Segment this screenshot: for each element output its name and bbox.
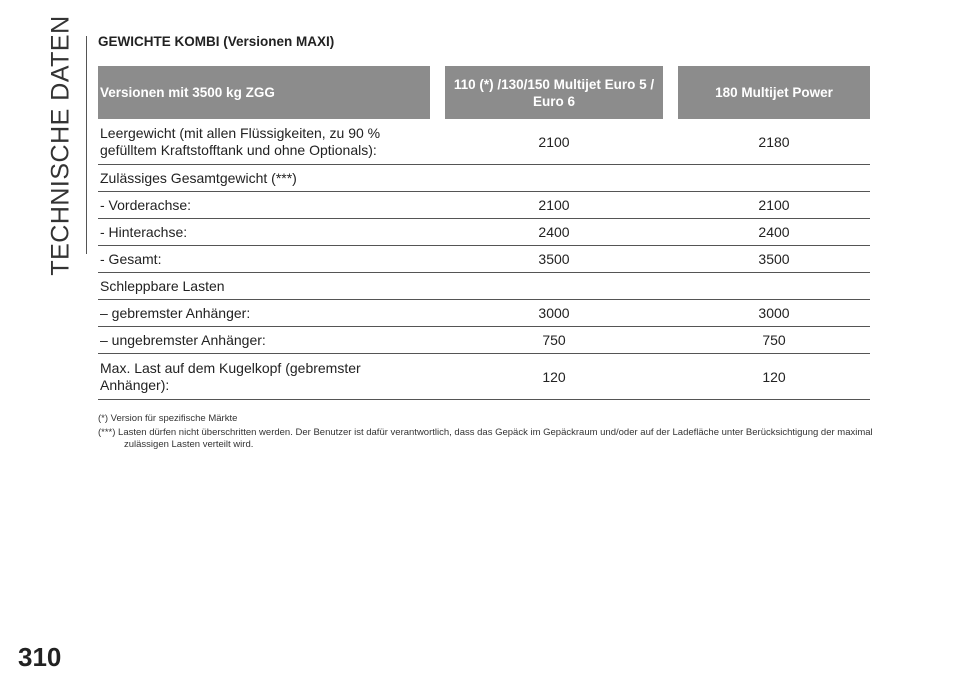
footnote-1: (*) Version für spezifische Märkte bbox=[98, 413, 238, 424]
page-number: 310 bbox=[18, 642, 62, 672]
weights-table bbox=[98, 66, 870, 400]
row-label: – gebremster Anhänger: bbox=[100, 304, 251, 321]
footnotes bbox=[98, 413, 898, 453]
row-value-2: 3000 bbox=[758, 305, 790, 321]
table-row bbox=[98, 300, 870, 327]
row-value-1: 2100 bbox=[538, 197, 570, 213]
header-versions: Versionen mit 3500 kg ZGG bbox=[98, 66, 430, 119]
table-row bbox=[98, 246, 870, 273]
row-value-1: 750 bbox=[542, 332, 566, 348]
row-value-1: 2400 bbox=[538, 224, 570, 240]
row-label: Zulässiges Gesamtgewicht (***) bbox=[100, 169, 297, 186]
row-value-1: 3500 bbox=[538, 251, 570, 267]
row-label: - Hinterachse: bbox=[100, 223, 188, 240]
row-value-1: 2100 bbox=[538, 133, 570, 150]
row-value-1: 3000 bbox=[538, 305, 570, 321]
row-value-2: 2100 bbox=[758, 197, 790, 213]
row-value-2: 3500 bbox=[758, 251, 790, 267]
table-row bbox=[98, 273, 870, 300]
table-row bbox=[98, 219, 870, 246]
header-multijet-180: 180 Multijet Power bbox=[678, 66, 870, 119]
table-row bbox=[98, 165, 870, 192]
row-label: - Vorderachse: bbox=[100, 196, 192, 213]
row-value-2: 120 bbox=[762, 368, 786, 385]
row-label: – ungebremster Anhänger: bbox=[100, 331, 266, 348]
section-title: GEWICHTE KOMBI (Versionen MAXI) bbox=[98, 34, 335, 49]
chapter-title-text: TECHNISCHE DATEN bbox=[46, 14, 75, 276]
header-gap bbox=[430, 66, 445, 119]
table-row bbox=[98, 327, 870, 354]
row-value-2: 2180 bbox=[758, 133, 790, 150]
row-label: - Gesamt: bbox=[100, 250, 162, 267]
table-row bbox=[98, 354, 870, 400]
row-value-1: 120 bbox=[542, 368, 566, 385]
row-label: Max. Last auf dem Kugelkopf (gebremster Anhänger): bbox=[100, 359, 361, 393]
table-row bbox=[98, 119, 870, 165]
row-value-2: 2400 bbox=[758, 224, 790, 240]
header-multijet-110-150: 110 (*) /130/150 Multijet Euro 5 / Euro 6 bbox=[445, 66, 663, 119]
row-label: Schleppbare Lasten bbox=[100, 277, 225, 294]
header-gap bbox=[663, 66, 678, 119]
chapter-divider bbox=[86, 36, 87, 254]
chapter-title bbox=[44, 14, 78, 276]
table-header bbox=[98, 66, 870, 119]
footnote-2: (***) Lasten dürfen nicht überschritten werden. Der Benutzer ist dafür verantwortlich, dass das Gepäck im Gepäckraum und/oder auf der Ladefläche unter Berücksichtigung der maximal zulässigen Lasten verteilt wird. bbox=[98, 427, 873, 450]
row-value-2: 750 bbox=[762, 332, 786, 348]
table-row bbox=[98, 192, 870, 219]
row-label: Leergewicht (mit allen Flüssigkeiten, zu 90 % gefülltem Kraftstofftank und ohne Optionals): bbox=[100, 124, 381, 158]
